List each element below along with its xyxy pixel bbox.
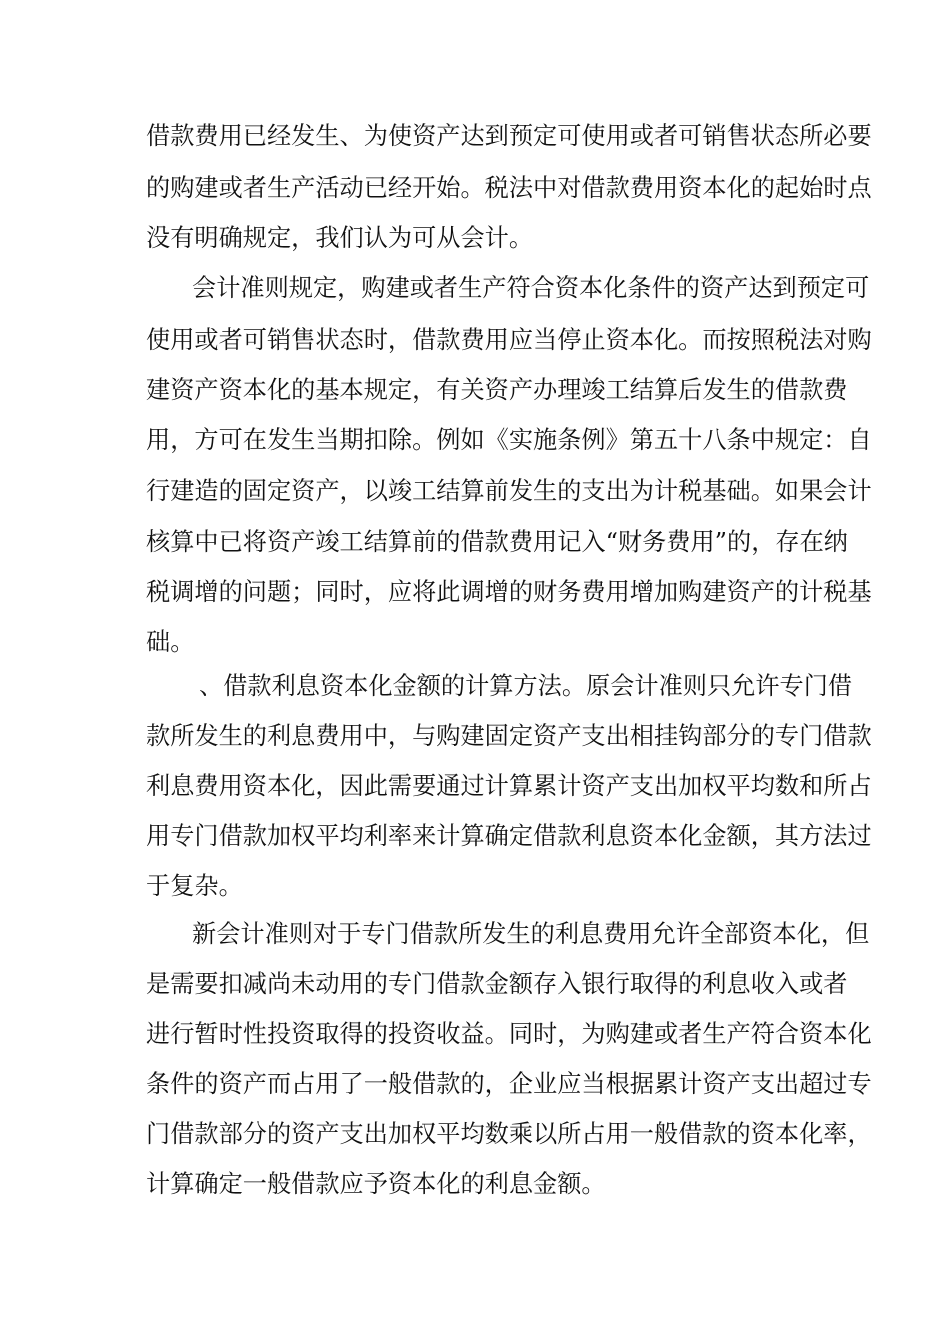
text-line: 没有明确规定，我们认为可从会计。: [146, 224, 534, 252]
text-line: 门借款部分的资产支出加权平均数乘以所占用一般借款的资本化率，: [146, 1120, 872, 1148]
text-line: 新会计准则对于专门借款所发生的利息费用允许全部资本化，但: [192, 920, 870, 948]
text-line: 条件的资产而占用了一般借款的，企业应当根据累计资产支出超过专: [146, 1070, 872, 1098]
text-line: 于复杂。: [146, 872, 243, 900]
text-line: 进行暂时性投资取得的投资收益。同时，为购建或者生产符合资本化: [146, 1020, 872, 1048]
text-line: 计算确定一般借款应予资本化的利息金额。: [146, 1170, 606, 1198]
text-line: 行建造的固定资产，以竣工结算前发生的支出为计税基础。如果会计: [146, 477, 872, 505]
text-line: 核算中已将资产竣工结算前的借款费用记入“财务费用”的，存在纳: [146, 528, 848, 556]
text-line: 使用或者可销售状态时，借款费用应当停止资本化。而按照税法对购: [146, 326, 872, 354]
text-line: 用专门借款加权平均利率来计算确定借款利息资本化金额，其方法过: [146, 822, 872, 850]
text-line: 础。: [146, 628, 195, 656]
text-line: 会计准则规定，购建或者生产符合资本化条件的资产达到预定可: [192, 274, 870, 302]
text-line: 建资产资本化的基本规定，有关资产办理竣工结算后发生的借款费: [146, 376, 848, 404]
text-line: 的购建或者生产活动已经开始。税法中对借款费用资本化的起始时点: [146, 174, 872, 202]
text-line: 是需要扣减尚未动用的专门借款金额存入银行取得的利息收入或者: [146, 970, 848, 998]
text-line: 款所发生的利息费用中，与购建固定资产支出相挂钩部分的专门借款: [146, 722, 872, 750]
text-line: 借款费用已经发生、为使资产达到预定可使用或者可销售状态所必要: [146, 122, 872, 150]
text-line: 税调增的问题；同时，应将此调增的财务费用增加购建资产的计税基: [146, 578, 872, 606]
text-line: 用，方可在发生当期扣除。例如《实施条例》第五十八条中规定：自: [146, 426, 872, 454]
text-line: 利息费用资本化，因此需要通过计算累计资产支出加权平均数和所占: [146, 772, 872, 800]
text-line: 、借款利息资本化金额的计算方法。原会计准则只允许专门借: [199, 672, 853, 700]
